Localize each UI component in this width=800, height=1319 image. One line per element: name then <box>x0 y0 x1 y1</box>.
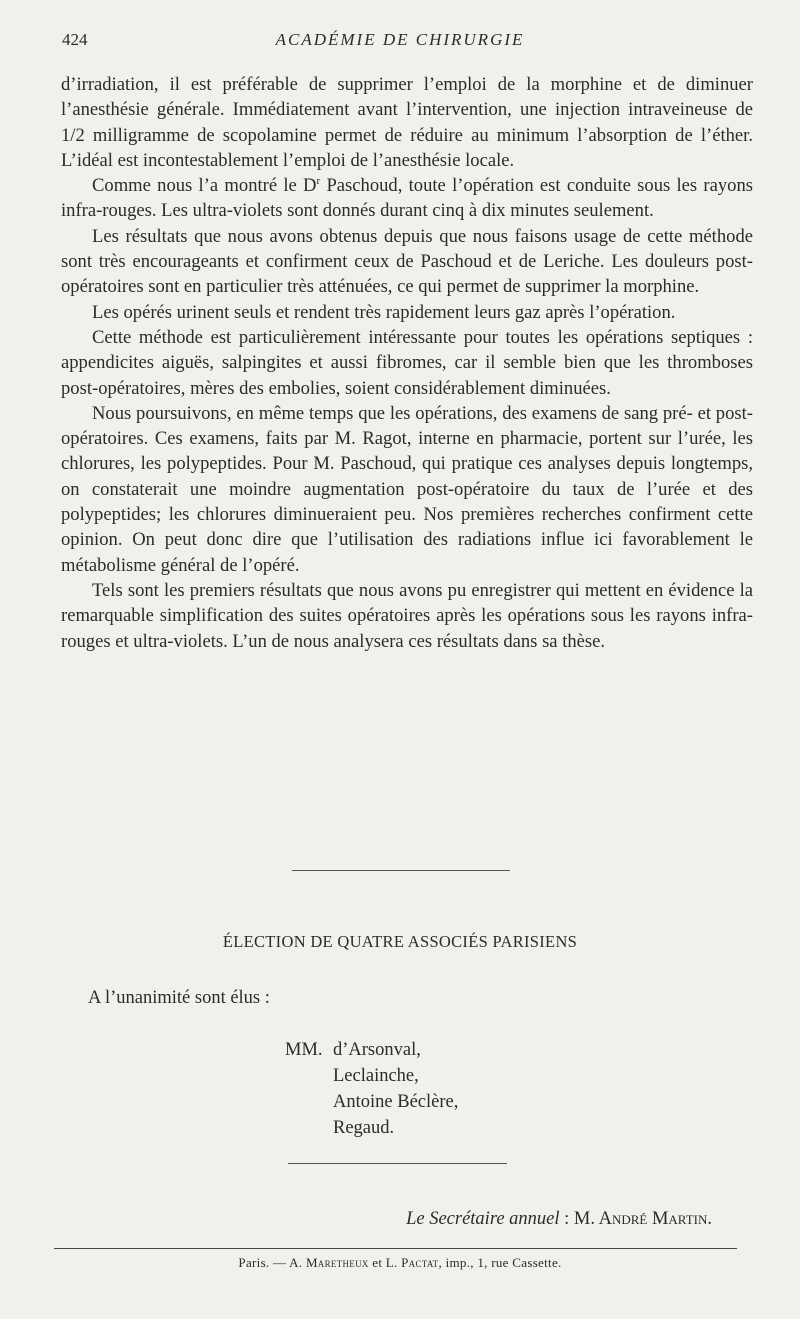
printer-name: Maretheux <box>305 1255 369 1270</box>
list-item <box>285 1115 458 1141</box>
section-divider <box>292 870 510 871</box>
signature-role: Le Secrétaire annuel <box>406 1209 560 1229</box>
list-item <box>285 1037 458 1063</box>
election-intro: A l’unanimité sont élus : <box>88 988 270 1008</box>
paragraph: Tels sont les premiers résultats que nous avons pu enregistrer qui mettent en évidence la remarquable simplification des suites opératoires après les opérations sous les rayons infra-rouges et ultra-violets. L’un de nous analysera ces résultats dans sa thèse. <box>61 579 753 652</box>
paragraph-text: Paschoud, toute l’opération est conduite sous les rayons infra-rouges. Les ultra-violets sont donnés durant cinq à dix minutes seulement. <box>61 175 753 222</box>
imprint-text: et L. <box>368 1255 402 1270</box>
elected-name: d’Arsonval, <box>333 1040 421 1060</box>
signature-name: M. André Martin. <box>573 1209 712 1229</box>
elected-name: Leclainche, <box>333 1066 419 1086</box>
signature-separator: : <box>559 1209 574 1229</box>
paragraph: Nous poursuivons, en même temps que les opérations, des examens de sang pré- et post-opératoires. Ces examens, faits par M. Ragot, interne en pharmacie, portent sur l’urée, les chlorures, les polypeptides. Pour M. Paschoud, qui pratique ces analyses depuis longtemps, on constaterait une moindre augmentation post-opératoire du taux de l’urée et des polypeptides; les chlorures diminueraient peu. Nos premières recherches confirment cette opinion. On peut donc dire que l’utilisation des radiations influe ici favorablement le métabolisme général de l’opéré. <box>61 402 753 576</box>
printer-name: Pactat <box>401 1255 439 1270</box>
page-number: 424 <box>62 30 88 49</box>
list-item <box>285 1063 458 1089</box>
names-prefix: MM. <box>285 1040 323 1060</box>
paragraph <box>61 173 753 224</box>
paragraph: Cette méthode est particulièrement intéressante pour toutes les opérations septiques : appendicites aiguës, salpingites et aussi fibromes, car il semble bien que les thromboses post-opératoires, mères des embolies, soient considérablement diminuées. <box>61 326 753 399</box>
printer-imprint <box>0 1255 800 1271</box>
footer-rule <box>54 1248 737 1249</box>
imprint-text: Paris. — A. <box>238 1255 306 1270</box>
paragraph-text: Comme nous l’a montré le D <box>92 175 317 197</box>
list-item <box>285 1089 458 1115</box>
page-header <box>62 30 738 54</box>
body-text <box>61 72 753 654</box>
imprint-text: , imp., 1, rue Cassette. <box>438 1255 562 1270</box>
paragraph: Les résultats que nous avons obtenus depuis que nous faisons usage de cette méthode sont très encourageants et confirment ceux de Paschoud et de Leriche. Les douleurs post-opératoires sont en particulier très atténuées, ce qui permet de supprimer la morphine. <box>61 225 753 298</box>
superscript: r <box>316 175 321 187</box>
signature <box>0 1209 712 1230</box>
elected-names-list <box>285 1037 458 1141</box>
running-title: ACADÉMIE DE CHIRURGIE <box>275 30 525 49</box>
elected-name: Regaud. <box>333 1118 395 1138</box>
elected-name: Antoine Béclère, <box>333 1092 459 1112</box>
paragraph: d’irradiation, il est préférable de supprimer l’emploi de la morphine et de diminuer l’anesthésie générale. Immédiatement avant l’intervention, une injection intraveineuse de 1/2 milligramme de scopolamine permet de réduire au minimum l’absorption de l’éther. L’idéal est incontestablement l’emploi de l’anesthésie locale. <box>61 74 753 171</box>
section-title: ÉLECTION DE QUATRE ASSOCIÉS PARISIENS <box>222 932 578 951</box>
paragraph: Les opérés urinent seuls et rendent très rapidement leurs gaz après l’opération. <box>92 301 676 323</box>
section-divider <box>288 1163 507 1164</box>
